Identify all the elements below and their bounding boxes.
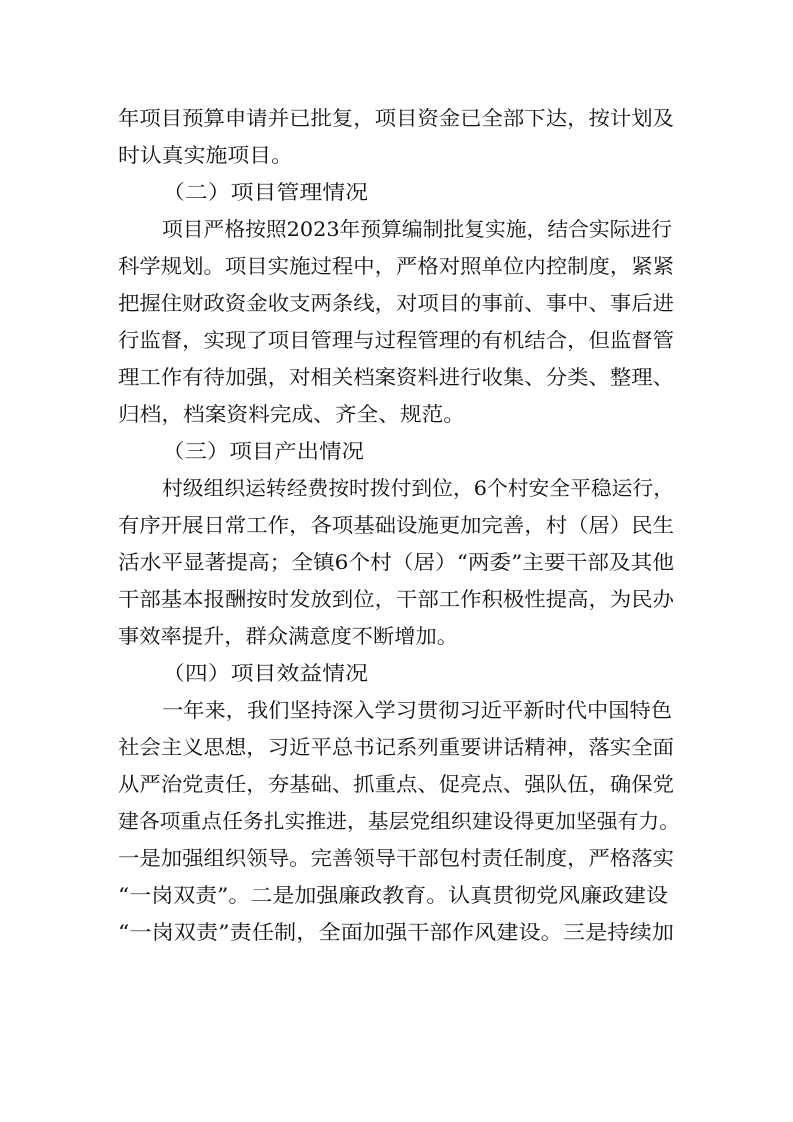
line-text: 把握住财政资金收支两条线，对项目的事前、事中、事后进 [118,291,674,315]
text-line [0,394,793,434]
text-line [0,468,793,508]
line-text: 理工作有待加强，对相关档案资料进行收集、分类、整理、 [118,365,674,389]
text-line [0,838,793,878]
line-text: 社会主义思想，习近平总书记系列重要讲话精神，落实全面 [118,735,674,759]
line-text: 一年来，我们坚持深入学习贯彻习近平新时代中国特色 [162,698,672,722]
line-text: 时认真实施项目。 [118,143,293,167]
text-line [0,320,793,360]
text-line [0,135,793,175]
text-line [0,912,793,952]
text-line [0,801,793,841]
line-text: 干部基本报酬按时发放到位，干部工作积极性提高，为民办 [118,587,674,611]
line-text: 项目严格按照2023年预算编制批复实施，结合实际进行 [162,217,672,241]
text-line [0,246,793,286]
line-text: 有序开展日常工作，各项基础设施更加完善，村（居）民生 [118,513,674,537]
line-text: 村级组织运转经费按时拨付到位，6个村安全平稳运行， [162,476,674,500]
line-text: 活水平显著提高；全镇6个村（居）“两委”主要干部及其他 [118,550,674,574]
section-heading [0,431,793,471]
text-line [0,357,793,397]
section-heading [0,653,793,693]
text-line [0,875,793,915]
line-text: 事效率提升，群众满意度不断增加。 [118,624,458,648]
text-line [0,209,793,249]
line-text: 行监督，实现了项目管理与过程管理的有机结合，但监督管 [118,328,674,352]
text-line [0,616,793,656]
text-line [0,98,793,138]
line-text: 从严治党责任，夯基础、抓重点、促亮点、强队伍，确保党 [118,772,674,796]
line-text: 建各项重点任务扎实推进，基层党组织建设得更加坚强有力。 [118,809,680,833]
text-line [0,283,793,323]
line-text: 科学规划。项目实施过程中，严格对照单位内控制度，紧紧 [118,254,674,278]
section-heading [0,172,793,212]
heading-text: （二）项目管理情况 [162,180,368,204]
heading-text: （三）项目产出情况 [162,439,364,463]
text-line [0,690,793,730]
text-line [0,505,793,545]
heading-text: （四）项目效益情况 [162,661,368,685]
line-text: 一是加强组织领导。完善领导干部包村责任制度，严格落实 [118,846,674,870]
line-text: 年项目预算申请并已批复，项目资金已全部下达，按计划及 [118,106,674,130]
text-line [0,579,793,619]
text-line [0,727,793,767]
line-text: 归档，档案资料完成、齐全、规范。 [118,402,465,426]
text-line [0,542,793,582]
text-line [0,764,793,804]
line-text: “一岗双责”。二是加强廉政教育。认真贯彻党风廉政建设 [118,883,668,907]
line-text: “一岗双责”责任制，全面加强干部作风建设。三是持续加 [118,920,674,944]
